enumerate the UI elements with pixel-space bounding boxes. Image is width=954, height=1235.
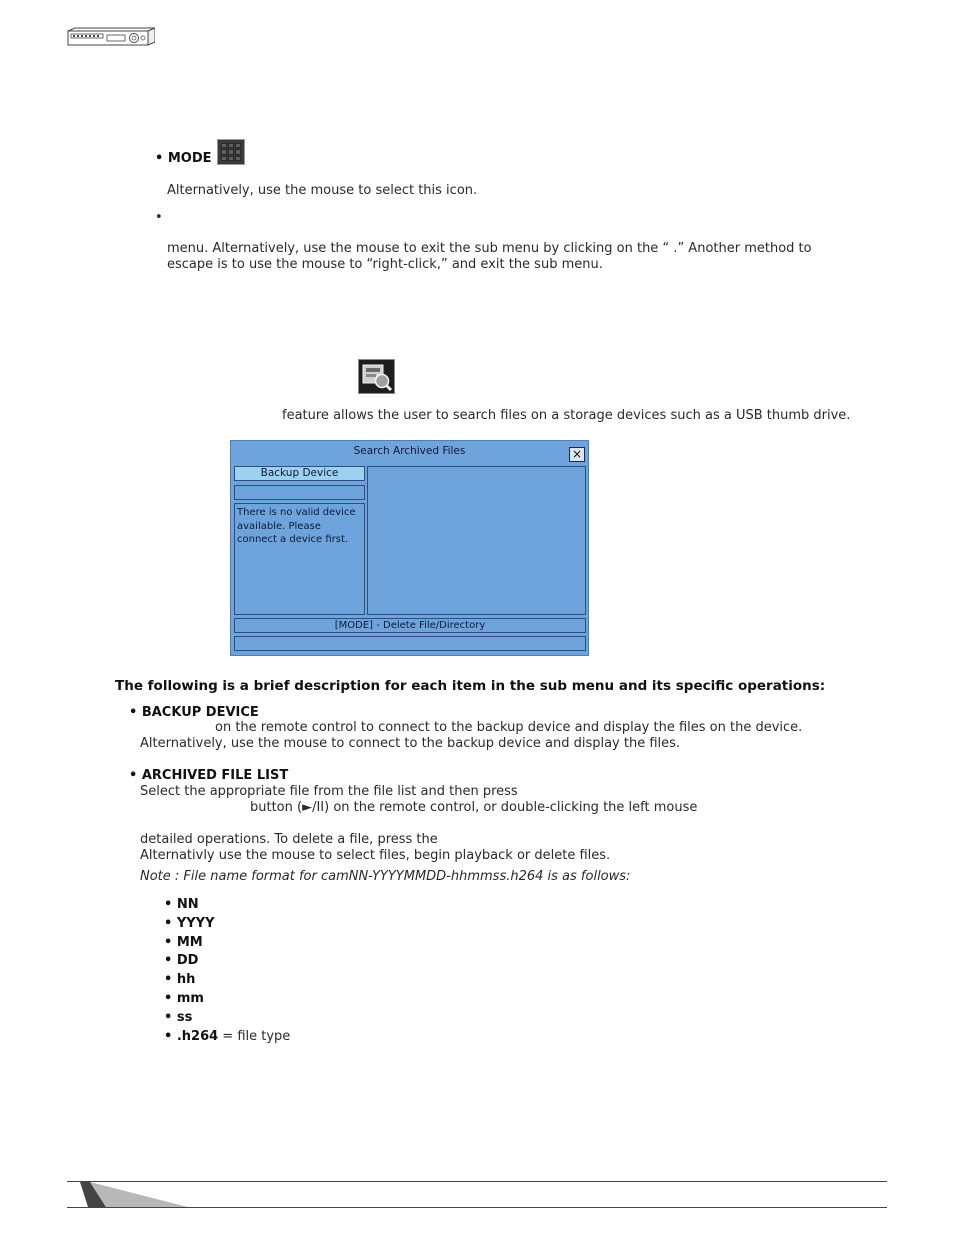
description-heading: The following is a brief description for each item in the sub menu and its specific operations:	[115, 678, 826, 694]
archived-file-list-line4: Alternativly use the mouse to select files, begin playback or delete files.	[140, 848, 611, 863]
dialog-title: Search Archived Files	[353, 445, 466, 457]
search-archived-files-dialog	[230, 440, 589, 656]
exit-text-line2: escape is to use the mouse to “right-click,” and exit the sub menu.	[167, 257, 603, 272]
backup-device-line1: on the remote control to connect to the backup device and display the files on the device.	[215, 720, 803, 735]
list-item: • DD	[164, 953, 199, 969]
footer-rule-top	[67, 1181, 887, 1182]
list-item: • .h264 = file type	[164, 1028, 291, 1044]
mode-alt-text: Alternatively, use the mouse to select this icon.	[167, 183, 478, 198]
mode-label: • MODE	[155, 151, 212, 166]
archived-file-list-line2: button (►/II) on the remote control, or double-clicking the left mouse	[250, 800, 698, 815]
filename-format-note: Note : File name format for camNN-YYYYMMDD-hhmmss.h264 is as follows:	[140, 869, 631, 884]
list-item: • MM	[164, 934, 203, 950]
backup-device-heading: • BACKUP DEVICE	[129, 705, 259, 720]
list-item: • hh	[164, 972, 196, 988]
list-item: • NN	[164, 897, 199, 912]
dvr-device-icon	[67, 27, 155, 47]
list-item: • mm	[164, 990, 204, 1006]
dialog-footer-bar	[234, 636, 586, 651]
backup-device-button[interactable]: Backup Device	[234, 466, 365, 481]
device-select-field[interactable]	[234, 485, 365, 500]
format-list	[164, 897, 290, 1047]
archived-file-list-line3: detailed operations. To delete a file, press the	[140, 832, 438, 847]
list-item: • ss	[164, 1009, 193, 1025]
grid-mode-icon[interactable]	[217, 139, 245, 165]
exit-text-line1: menu. Alternatively, use the mouse to exit the sub menu by clicking on the “ .” Another method to	[167, 241, 812, 256]
archived-file-list-heading: • ARCHIVED FILE LIST	[129, 768, 289, 783]
feature-description: feature allows the user to search files on a storage devices such as a USB thumb drive.	[282, 408, 851, 423]
archived-file-list-line1: Select the appropriate file from the file list and then press	[140, 784, 518, 799]
search-archive-icon[interactable]	[358, 359, 395, 394]
footer-wedge-graphic	[78, 1182, 188, 1207]
close-icon[interactable]: ×	[569, 447, 585, 462]
dialog-status-bar: [MODE] - Delete File/Directory	[234, 618, 586, 633]
footer-rule-bottom	[67, 1207, 887, 1208]
archived-file-list[interactable]	[367, 466, 586, 615]
device-message: There is no valid device available. Please connect a device first.	[234, 503, 365, 615]
backup-device-line2: Alternatively, use the mouse to connect to the backup device and display the files.	[140, 736, 681, 751]
list-item: • YYYY	[164, 915, 215, 931]
exit-bullet: •	[155, 210, 163, 225]
